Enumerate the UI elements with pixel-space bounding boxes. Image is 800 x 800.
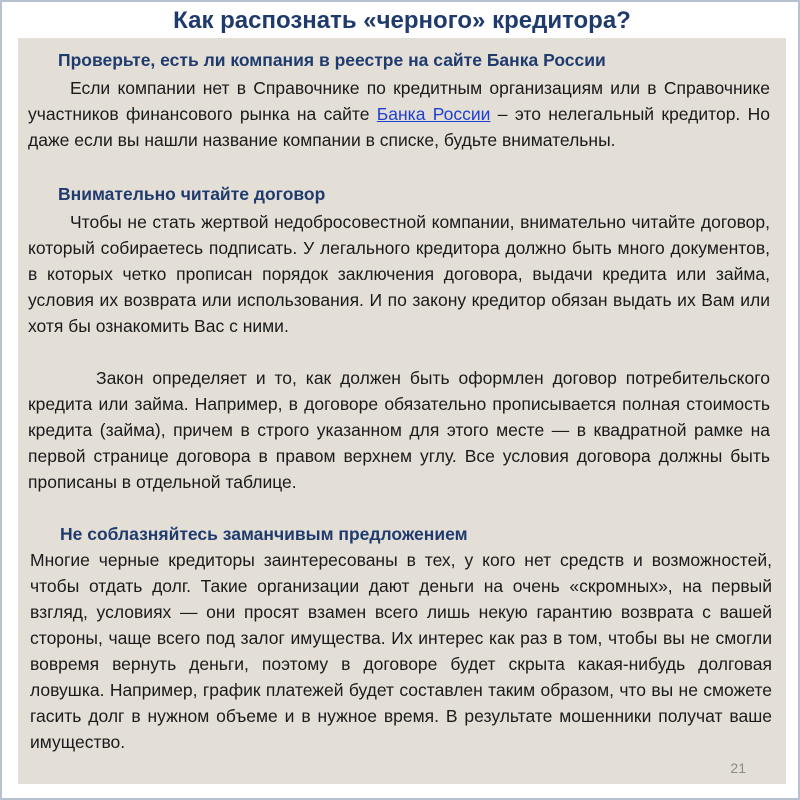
- paragraph-offer: Многие черные кредиторы заинтересованы в тех, у кого нет средств и возможностей, чтобы отдать долг. Такие организации дают деньги на очень «скромных», на первый взгляд, условиях — они просят взамен всего лишь некую гарантию возврата с вашей стороны, чаще всего под залог имущества. Их интерес как раз в том, чтобы вы не смогли вовремя вернуть деньги, поэтому в договоре будет скрыта какая-нибудь долговая ловушка. Например, график платежей будет составлен таким образом, что вы не сможете гасить долг в нужном объеме и в нужное время. В результате мошенники получат ваше имущество.: [30, 550, 772, 752]
- slide-title: Как распознать «черного» кредитора?: [173, 7, 631, 34]
- section-heading-contract: Внимательно читайте договор: [58, 184, 326, 204]
- bank-of-russia-link[interactable]: Банка России: [376, 104, 491, 124]
- paragraph-registry-text-start: Если компании нет в Справочнике по кредитным организациям или в Справочнике участников финансового рынка на сайте: [28, 78, 770, 124]
- section-heading-offer: Не соблазняйтесь заманчивым предложением: [60, 524, 468, 544]
- paragraph-registry-text-end: – это нелегальный кредитор. Но даже если вы нашли название компании в списке, будьте внимательны.: [28, 104, 770, 150]
- page-number: 21: [730, 760, 746, 776]
- paragraph-contract-2: Закон определяет и то, как должен быть оформлен договор потребительского кредита или займа. Например, в договоре обязательно прописывается полная стоимость кредита (займа), причем в строго указанном для этого месте — в квадратной рамке на первой странице договора в правом верхнем углу. Все условия договора должны быть прописаны в отдельной таблице.: [28, 368, 770, 492]
- paragraph-registry: [28, 75, 770, 153]
- paragraph-contract-1: Чтобы не стать жертвой недобросовестной компании, внимательно читайте договор, который собираетесь подписать. У легального кредитора должно быть много документов, в которых четко прописан порядок заключения договора, выдачи кредита или займа, условия их возврата или использования. И по закону кредитор обязан выдать их Вам или хотя бы ознакомить Вас с ними.: [28, 212, 770, 336]
- section-heading-registry: Проверьте, есть ли компания в реестре на сайте Банка России: [58, 50, 606, 70]
